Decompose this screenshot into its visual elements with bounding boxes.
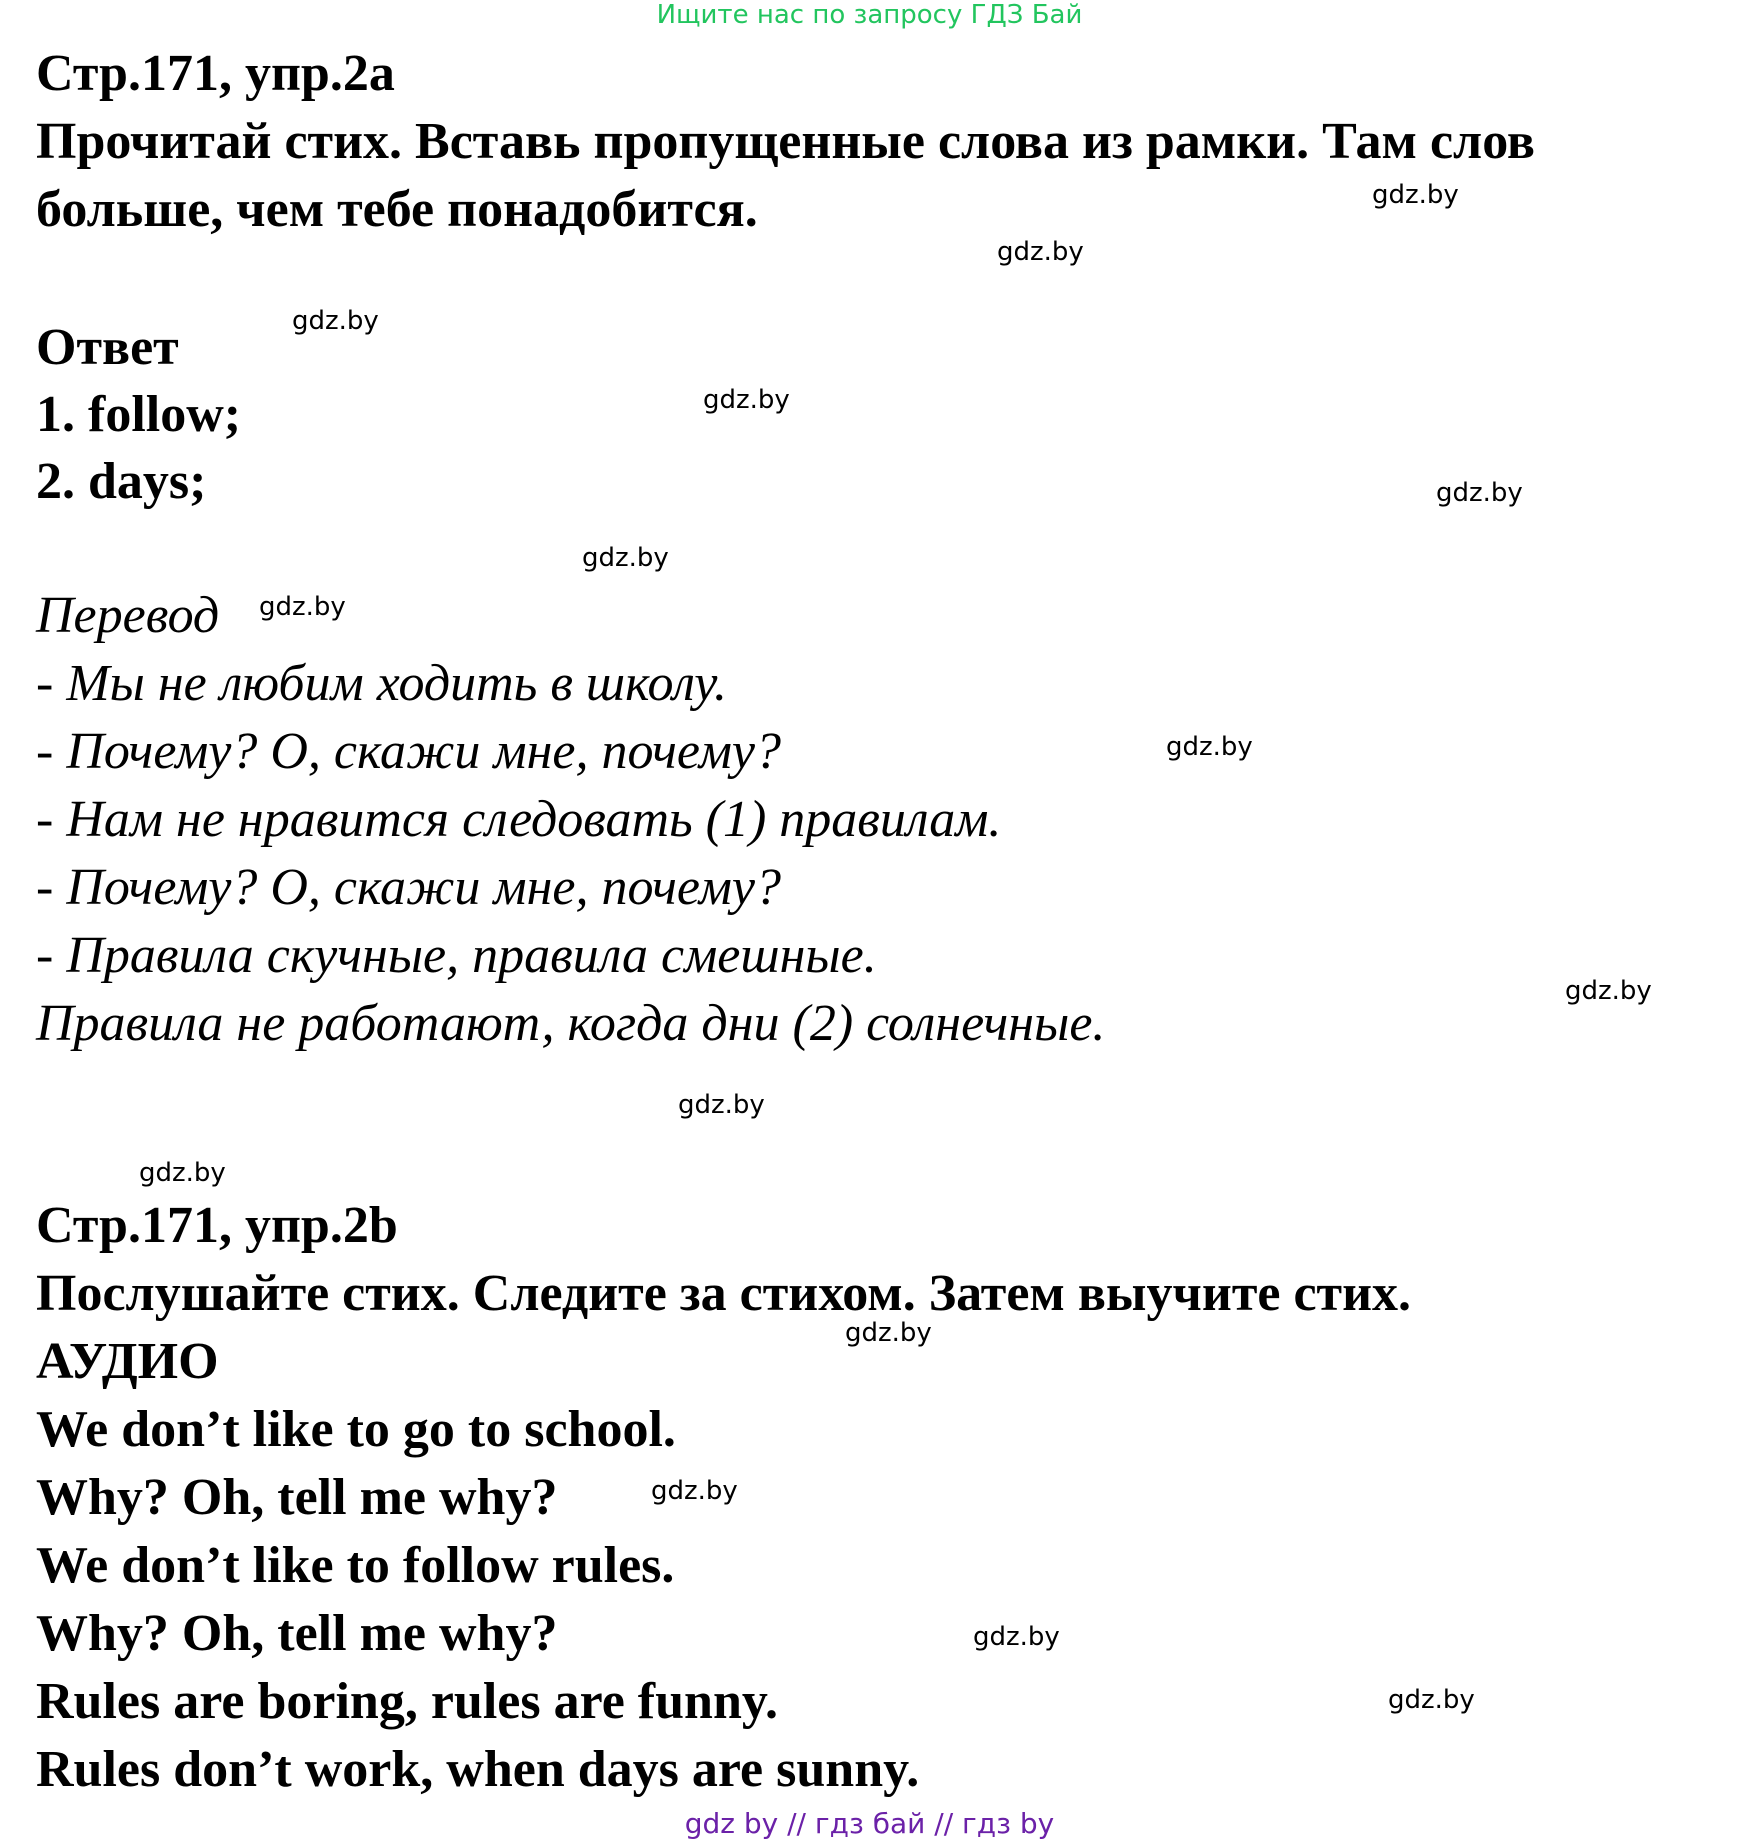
translation-line: - Почему? О, скажи мне, почему?	[36, 859, 781, 916]
translation-heading: Перевод	[36, 587, 220, 644]
top-banner: Ищите нас по запросу ГДЗ Бай	[656, 0, 1083, 30]
section-b-instruction: Послушайте стих. Следите за стихом. Затем выучите стих.	[36, 1265, 1412, 1322]
translation-line: Правила не работают, когда дни (2) солнечные.	[36, 995, 1106, 1052]
watermark: gdz.by	[1372, 180, 1459, 210]
watermark: gdz.by	[1565, 976, 1652, 1006]
translation-line: - Нам не нравится следовать (1) правилам.	[36, 791, 1002, 848]
watermark: gdz.by	[1166, 732, 1253, 762]
footer-links: gdz by // гдз бай // гдз by	[684, 1807, 1055, 1840]
answer-item: 1. follow;	[36, 386, 242, 443]
watermark: gdz.by	[292, 306, 379, 336]
translation-line: - Мы не любим ходить в школу.	[36, 655, 728, 712]
poem-line: Rules don’t work, when days are sunny.	[36, 1741, 920, 1798]
poem-line: We don’t like to follow rules.	[36, 1537, 675, 1594]
section-b-title: Стр.171, упр.2b	[36, 1197, 398, 1254]
watermark: gdz.by	[259, 592, 346, 622]
watermark: gdz.by	[651, 1476, 738, 1506]
answer-heading: Ответ	[36, 319, 179, 376]
poem-line: We don’t like to go to school.	[36, 1401, 676, 1458]
watermark: gdz.by	[1388, 1685, 1475, 1715]
watermark: gdz.by	[973, 1622, 1060, 1652]
watermark: gdz.by	[582, 543, 669, 573]
watermark: gdz.by	[997, 237, 1084, 267]
section-a-instruction-line2: больше, чем тебе понадобится.	[36, 181, 758, 238]
section-a-instruction-line1: Прочитай стих. Вставь пропущенные слова из рамки. Там слов	[36, 113, 1535, 170]
watermark: gdz.by	[1436, 478, 1523, 508]
audio-label: АУДИО	[36, 1333, 219, 1390]
translation-line: - Правила скучные, правила смешные.	[36, 927, 877, 984]
poem-line: Rules are boring, rules are funny.	[36, 1673, 779, 1730]
translation-line: - Почему? О, скажи мне, почему?	[36, 723, 781, 780]
answer-item: 2. days;	[36, 453, 207, 510]
watermark: gdz.by	[845, 1318, 932, 1348]
watermark: gdz.by	[678, 1090, 765, 1120]
section-a-title: Стр.171, упр.2a	[36, 45, 395, 102]
poem-line: Why? Oh, tell me why?	[36, 1469, 558, 1526]
watermark: gdz.by	[139, 1158, 226, 1188]
watermark: gdz.by	[703, 385, 790, 415]
poem-line: Why? Oh, tell me why?	[36, 1605, 558, 1662]
